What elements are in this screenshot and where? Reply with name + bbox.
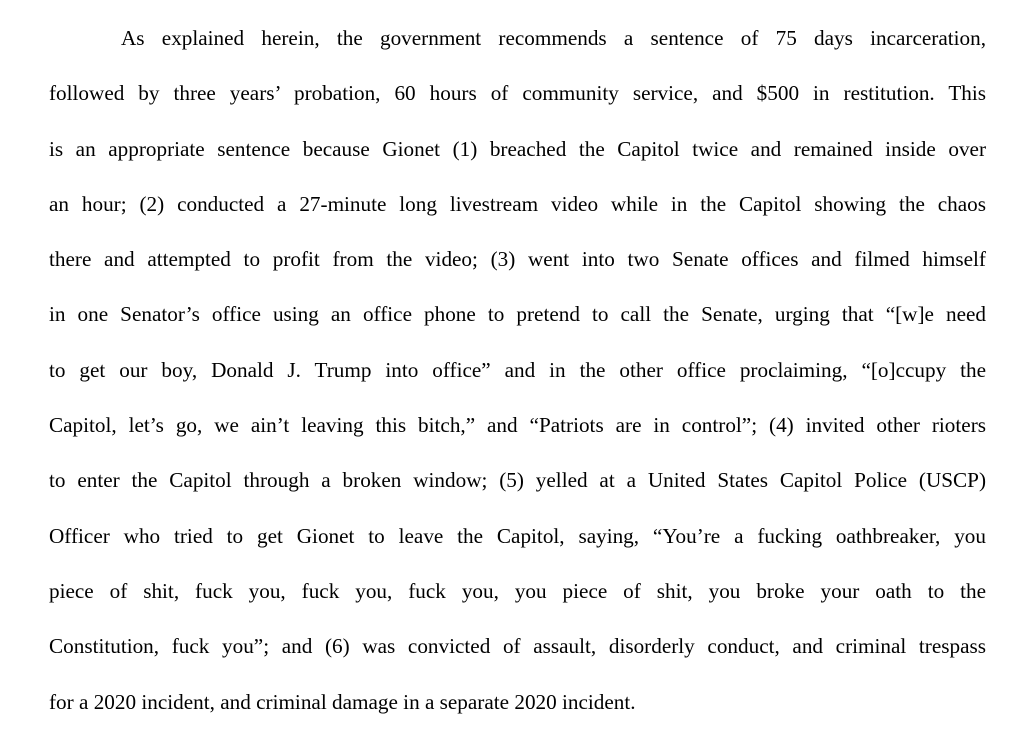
paragraph-line: to get our boy, Donald J. Trump into office” and in the other office proclaiming, “[o]ccupy the [49,357,986,382]
document-page [49,17,986,736]
sentencing-paragraph [49,17,986,736]
paragraph-line: As explained herein, the government recommends a sentence of 75 days incarceration, [121,26,986,50]
paragraph-line: to enter the Capitol through a broken window; (5) yelled at a United States Capitol Police (USCP) [49,468,986,493]
paragraph-line: Constitution, fuck you”; and (6) was convicted of assault, disorderly conduct, and criminal trespass [49,634,986,659]
paragraph-line: Capitol, let’s go, we ain’t leaving this bitch,” and “Patriots are in control”; (4) invited other rioters [49,413,986,438]
paragraph-line: there and attempted to profit from the video; (3) went into two Senate offices and filmed himself [49,247,986,272]
paragraph-line: Officer who tried to get Gionet to leave the Capitol, saying, “You’re a fucking oathbreaker, you [49,523,986,548]
paragraph-line: an hour; (2) conducted a 27-minute long livestream video while in the Capitol showing the chaos [49,191,986,216]
paragraph-line: followed by three years’ probation, 60 hours of community service, and $500 in restitution. This [49,81,986,106]
paragraph-line: in one Senator’s office using an office phone to pretend to call the Senate, urging that “[w]e need [49,302,986,327]
paragraph-line: is an appropriate sentence because Gionet (1) breached the Capitol twice and remained inside over [49,136,986,161]
paragraph-line: piece of shit, fuck you, fuck you, fuck you, you piece of shit, you broke your oath to the [49,578,986,603]
paragraph-line: for a 2020 incident, and criminal damage in a separate 2020 incident. [49,689,636,714]
